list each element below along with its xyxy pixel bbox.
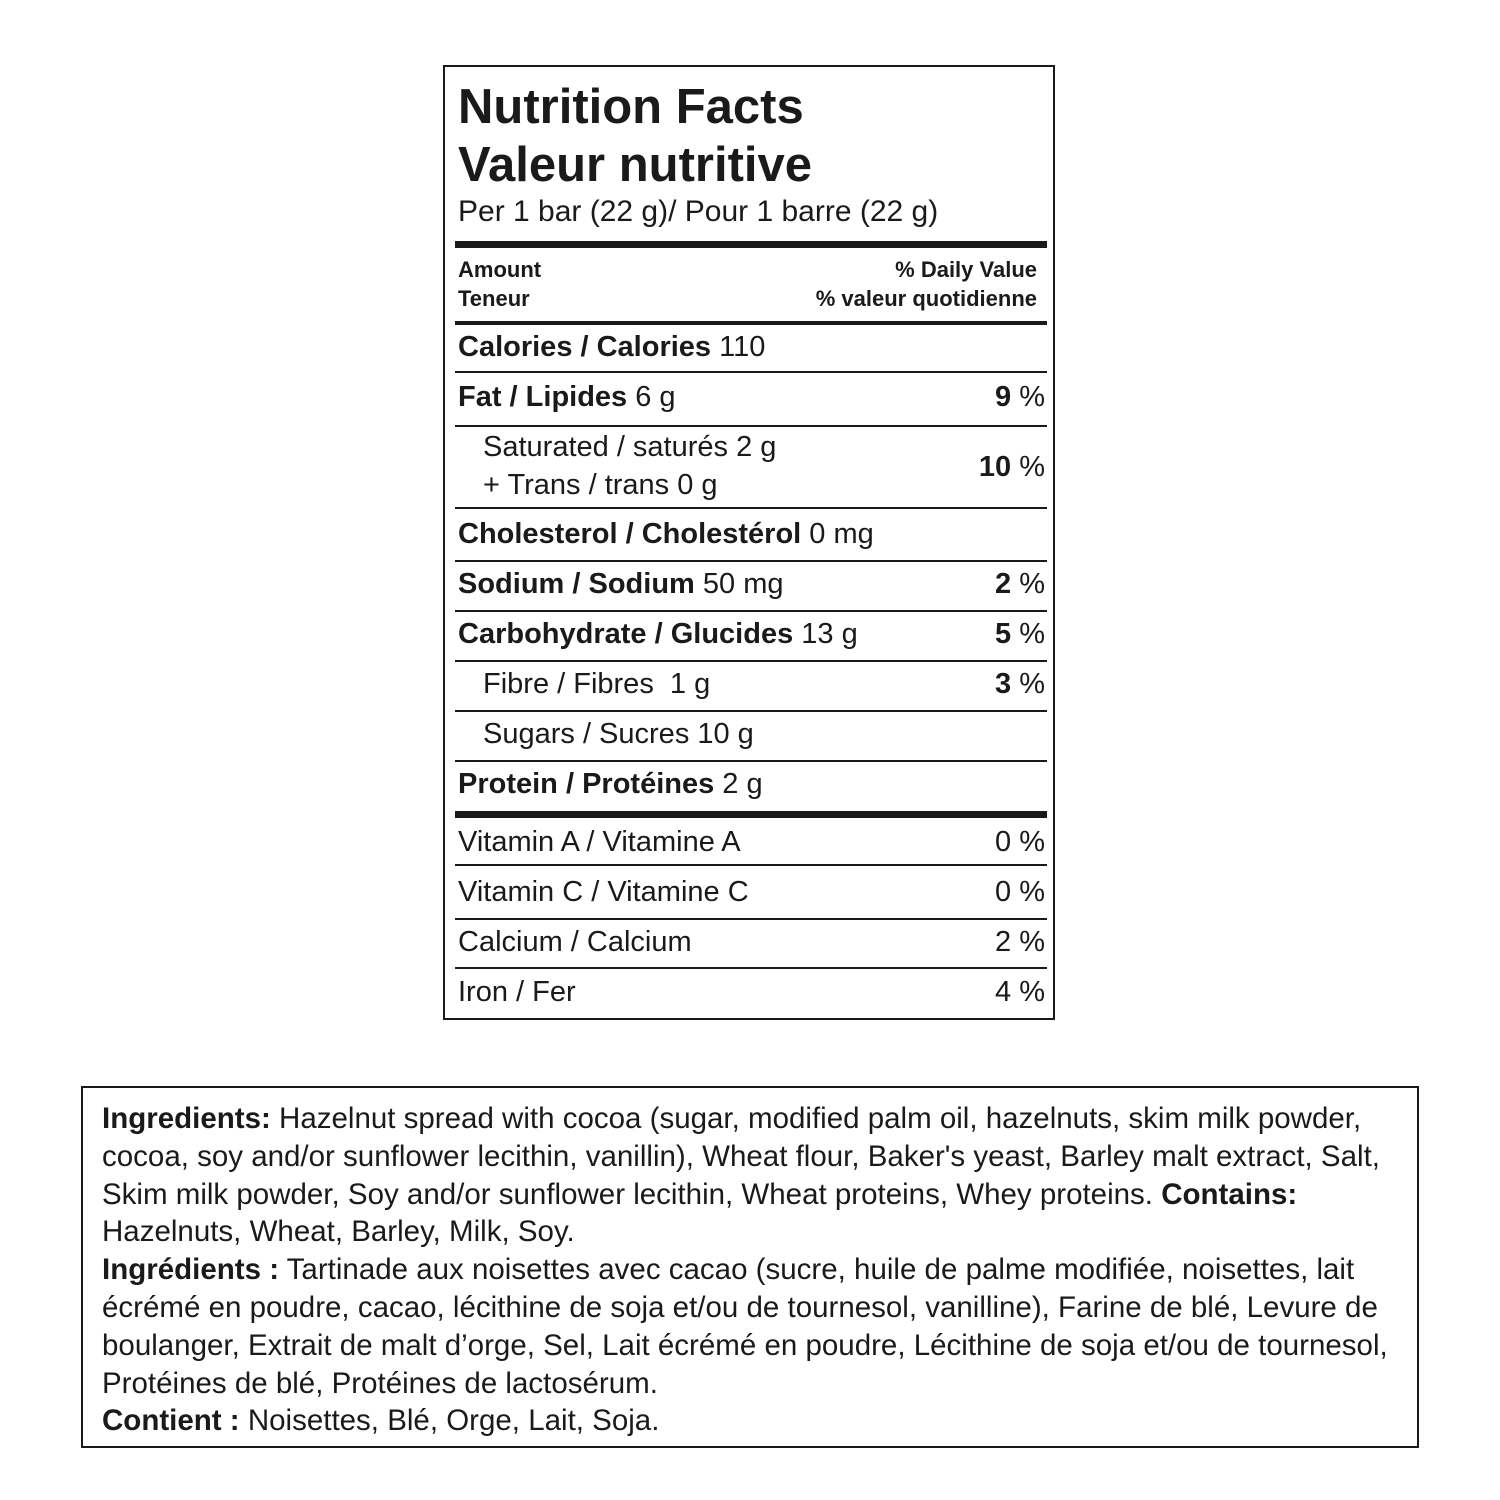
ingredients-fr — [102, 1251, 1399, 1402]
divider — [455, 864, 1047, 866]
vitamin-c-dv: 0 % — [995, 876, 1045, 908]
daily-value-label-en: % Daily Value — [895, 257, 1037, 282]
fat-row — [455, 373, 1047, 421]
sodium-label: Sodium / Sodium — [458, 568, 695, 600]
cholesterol-label: Cholesterol / Cholestérol — [458, 518, 802, 550]
fat-label: Fat / Lipides — [458, 381, 628, 413]
fibre-dv: 3 — [995, 668, 1012, 700]
vitamin-a-row — [455, 818, 1047, 866]
vitamin-a-dv: 0 % — [995, 826, 1045, 858]
daily-value-label-fr: % valeur quotidienne — [815, 286, 1037, 311]
contains-fr-text: Noisettes, Blé, Orge, Lait, Soja. — [239, 1404, 660, 1438]
sodium-dv: 2 — [995, 568, 1012, 600]
iron-label: Iron / Fer — [458, 976, 576, 1008]
fibre-dv-unit: % — [1019, 668, 1045, 700]
ingredients-en — [102, 1100, 1399, 1251]
ingredients-en-text: Hazelnut spread with cocoa (sugar, modified palm oil, hazelnuts, skim milk powder, cocoa, soy and/or sunflower lecithin, vanillin), Wheat flour, Baker's yeast, Barley malt extract, Salt, Skim milk powder, Soy and/or sunflower lecithin, Wheat proteins, Whey proteins. — [102, 1102, 1380, 1211]
vitamin-c-row — [455, 868, 1047, 916]
carbohydrate-row — [455, 610, 1047, 658]
fibre-row — [455, 660, 1047, 708]
ingredients-fr-text: Tartinade aux noisettes avec cacao (sucre, huile de palme modifiée, noisettes, lait écrémé en poudre, cacao, lécithine de soja et/ou de tournesol, vanilline), Farine de blé, Levure de boulanger, Extrait de malt d’orge, Sel, Lait écrémé en poudre, Lécithine de soja et/ou de tournesol, Protéines de blé, Protéines de lactosérum. — [102, 1253, 1388, 1400]
contains-en-text: Hazelnuts, Wheat, Barley, Milk, Soy. — [102, 1215, 575, 1249]
sodium-row — [455, 560, 1047, 608]
fibre-label: Fibre / Fibres 1 g — [483, 668, 711, 700]
trans-fat: + Trans / trans 0 g — [483, 469, 718, 501]
serving-size: Per 1 bar (22 g)/ Pour 1 barre (22 g) — [458, 195, 939, 228]
thick-divider-bottom — [455, 811, 1047, 818]
divider — [455, 507, 1047, 509]
vitamin-c-label: Vitamin C / Vitamine C — [458, 876, 749, 908]
cholesterol-amount: 0 mg — [809, 518, 874, 550]
divider — [455, 425, 1047, 427]
calcium-label: Calcium / Calcium — [458, 926, 692, 958]
fat-dv: 9 — [995, 381, 1012, 413]
contains-fr-label: Contient : — [102, 1404, 240, 1438]
contains-fr — [102, 1402, 1399, 1440]
sodium-amount: 50 mg — [702, 568, 784, 600]
iron-row — [455, 968, 1047, 1016]
vitamin-a-label: Vitamin A / Vitamine A — [458, 826, 741, 858]
sugars-label: Sugars / Sucres 10 g — [483, 718, 754, 750]
cholesterol-row — [455, 510, 1047, 558]
amount-label-en: Amount — [458, 257, 542, 282]
protein-label: Protein / Protéines — [458, 768, 715, 800]
ingredients-panel — [81, 1086, 1419, 1448]
sugars-row — [455, 710, 1047, 758]
carbohydrate-amount: 13 g — [801, 618, 858, 650]
ingredients-en-label: Ingredients: — [102, 1102, 271, 1135]
title-fr: Valeur nutritive — [458, 138, 813, 192]
calories-value: 110 — [719, 331, 766, 363]
fat-amount: 6 g — [635, 381, 676, 413]
protein-row — [455, 760, 1047, 808]
nutrition-facts-panel — [443, 65, 1055, 1020]
saturated-trans-row — [455, 443, 1047, 491]
contains-en-label: Contains: — [1161, 1177, 1298, 1211]
title-en: Nutrition Facts — [458, 80, 804, 134]
fat-dv-unit: % — [1019, 381, 1045, 413]
iron-dv: 4 % — [995, 976, 1045, 1008]
carbohydrate-dv-unit: % — [1019, 618, 1045, 650]
ingredients-fr-label: Ingrédients : — [102, 1253, 280, 1287]
calcium-dv: 2 % — [995, 926, 1045, 958]
carbohydrate-label: Carbohydrate / Glucides — [458, 618, 794, 650]
calories-label: Calories / Calories — [458, 331, 712, 363]
protein-amount: 2 g — [722, 768, 763, 800]
calories-row — [455, 323, 1047, 371]
saturated-dv: 10 — [978, 451, 1012, 483]
thick-divider-top — [455, 241, 1047, 248]
amount-label-fr: Teneur — [458, 286, 530, 311]
sodium-dv-unit: % — [1019, 568, 1045, 600]
saturated-fat: Saturated / saturés 2 g — [483, 431, 777, 463]
calcium-row — [455, 918, 1047, 966]
saturated-dv-unit: % — [1019, 451, 1045, 483]
carbohydrate-dv: 5 — [995, 618, 1012, 650]
